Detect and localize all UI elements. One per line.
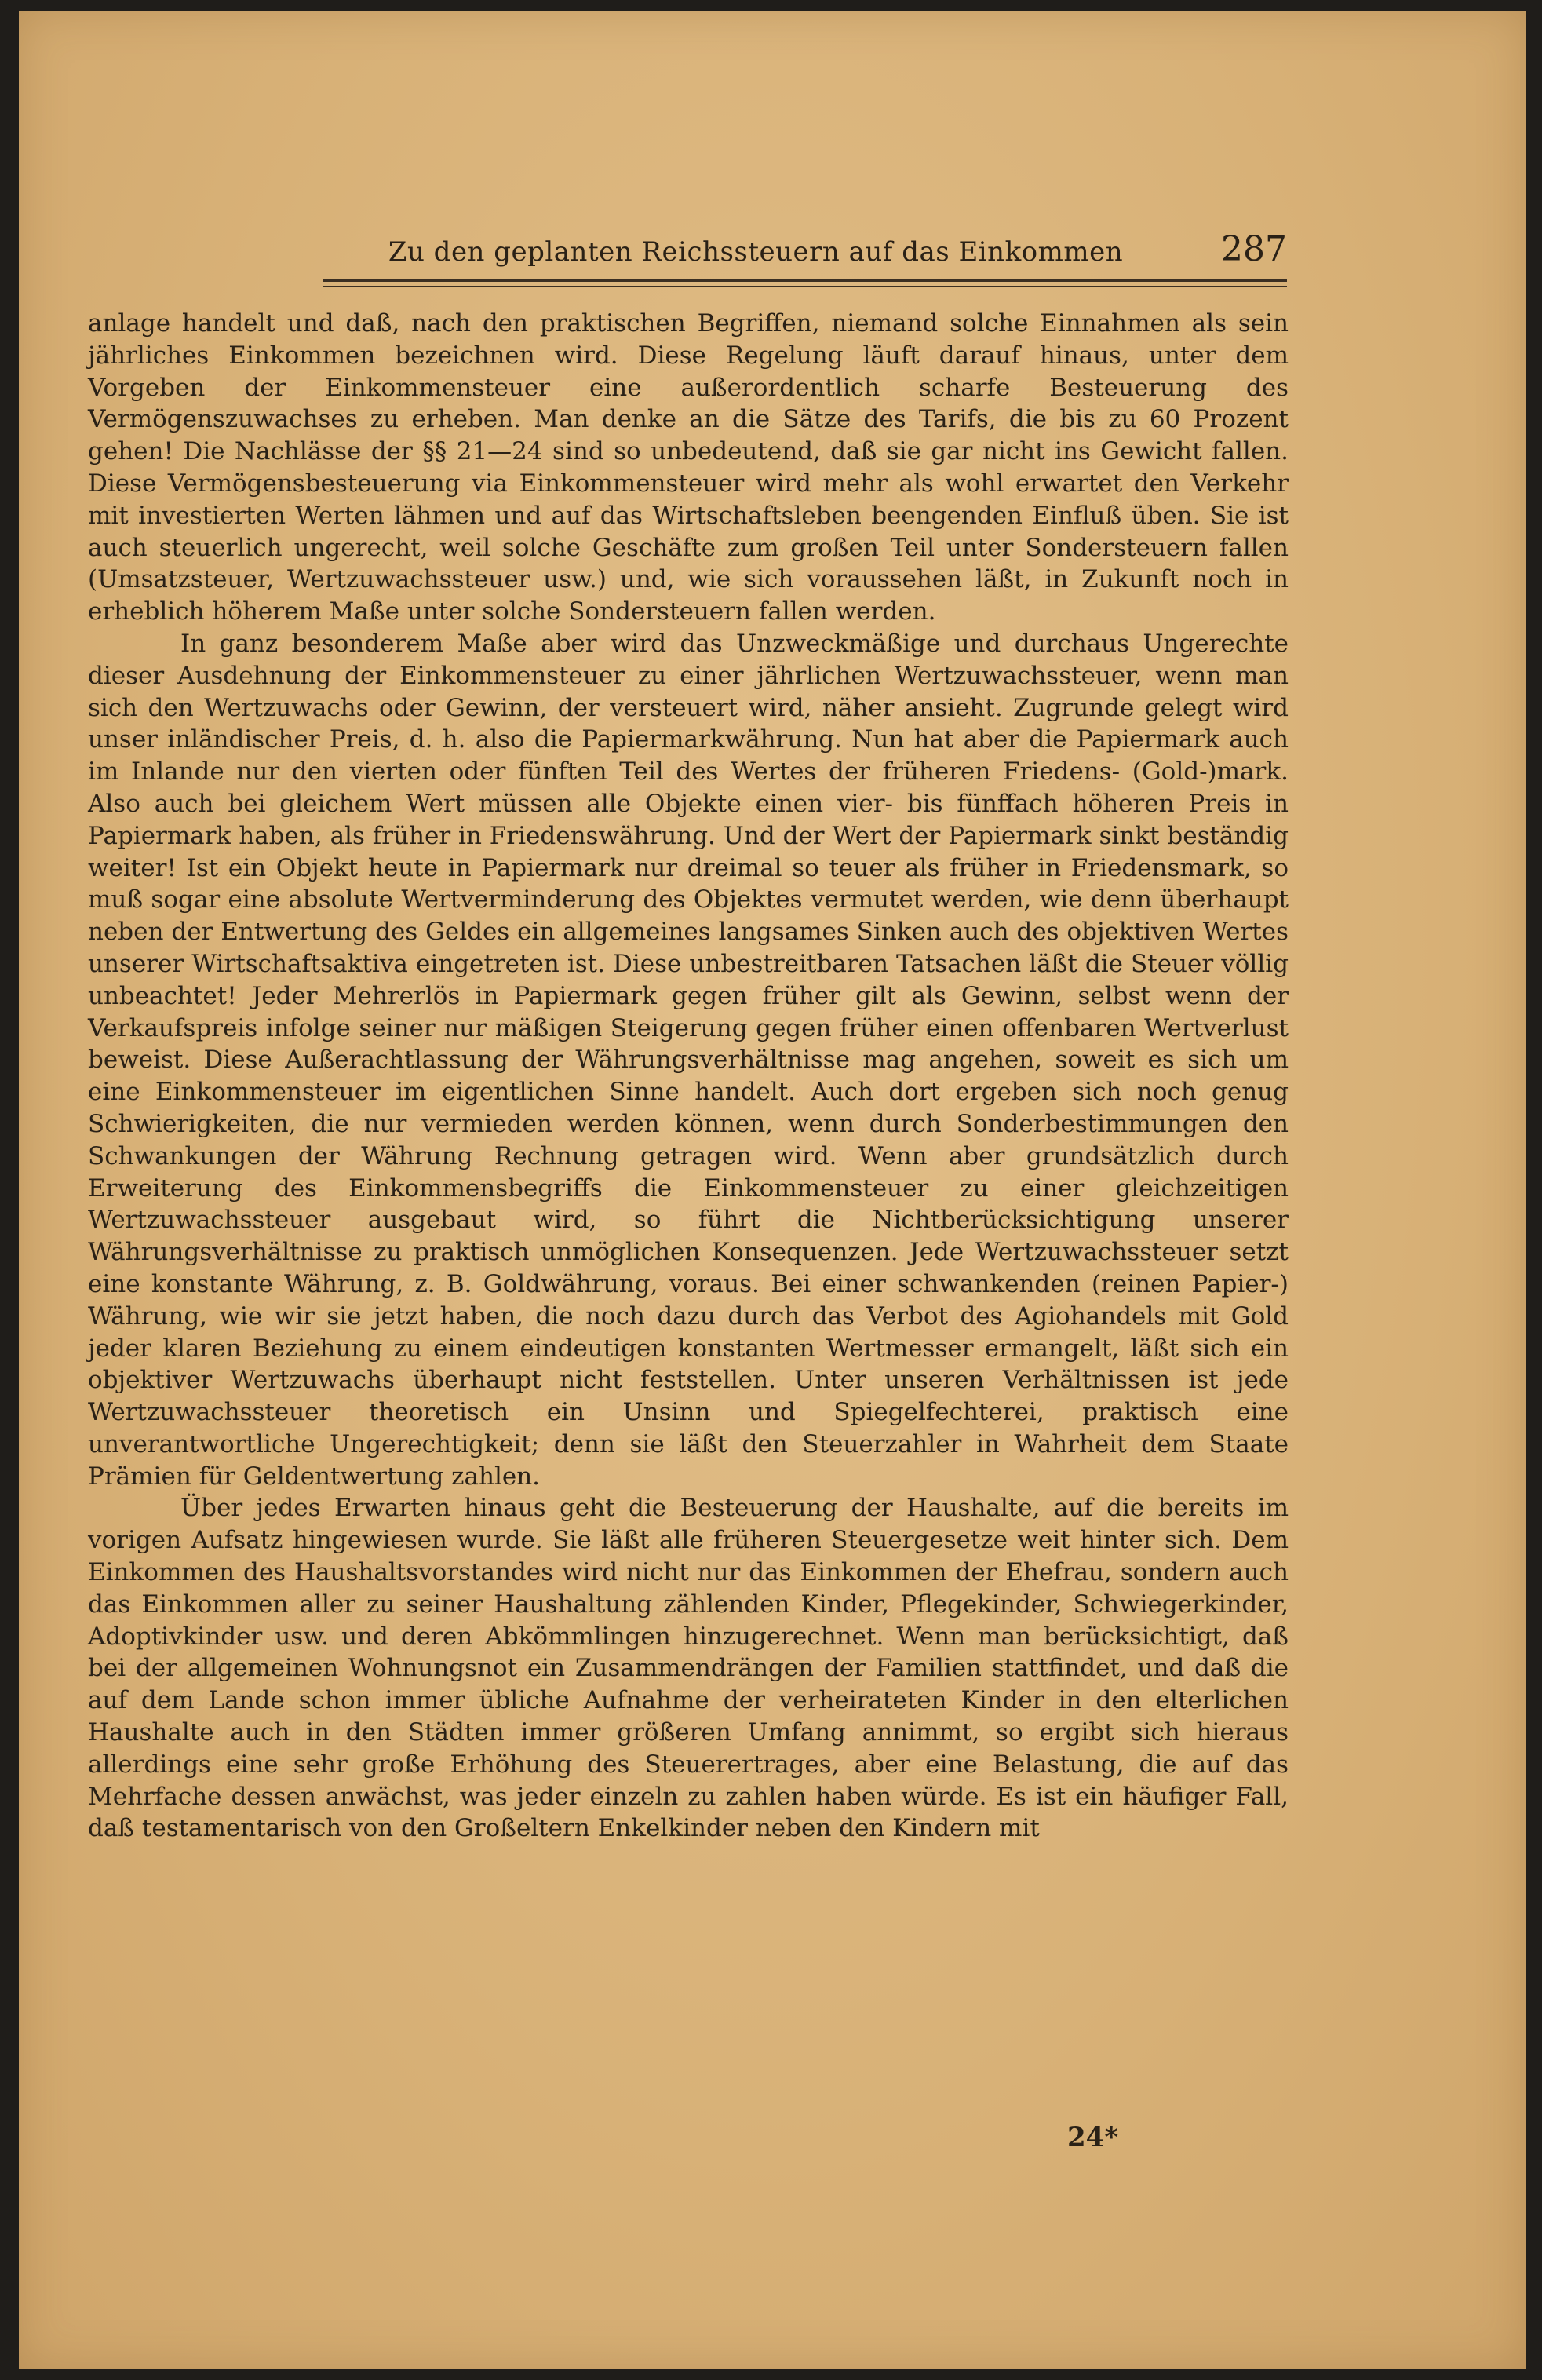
running-header [322, 229, 1287, 273]
body-text [88, 308, 1289, 1845]
running-title: Zu den geplanten Reichssteuern auf das Einkommen [388, 236, 1124, 268]
paragraph-1: anlage handelt und daß, nach den praktischen Begriffen, niemand solche Einnahmen als sein jährliches Einkommen bezeichnen wird. Diese Regelung läuft darauf hinaus, unter dem Vorgeben der Einkommensteuer eine außerordentlich scharfe Besteuerung des Vermögenszuwachses zu erheben. Man denke an die Sätze des Tarifs, die bis zu 60 Prozent gehen! Die Nachlässe der §§ 21—24 sind so unbedeutend, daß sie gar nicht ins Gewicht fallen. Diese Vermögensbesteuerung via Einkommensteuer wird mehr als wohl erwartet den Verkehr mit investierten Werten lähmen und auf das Wirtschaftsleben beengenden Einfluß üben. Sie ist auch steuerlich ungerecht, weil solche Geschäfte zum großen Teil unter Sondersteuern fallen (Umsatzsteuer, Wertzuwachssteuer usw.) und, wie sich voraussehen läßt, in Zukunft noch in erheblich höherem Maße unter solche Sondersteuern fallen werden. [88, 309, 1289, 626]
paragraph-2: In ganz besonderem Maße aber wird das Unzweckmäßige und durchaus Ungerechte dieser Ausdehnung der Einkommensteuer zu einer jährlichen Wertzuwachssteuer, wenn man sich den Wertzuwachs oder Gewinn, der versteuert wird, näher ansieht. Zugrunde gelegt wird unser inländischer Preis, d. h. also die Papiermarkwährung. Nun hat aber die Papiermark auch im Inlande nur den vierten oder fünften Teil des Wertes der früheren Friedens- (Gold-)mark. Also auch bei gleichem Wert müssen alle Objekte einen vier- bis fünffach höheren Preis in Papiermark haben, als früher in Friedenswährung. Und der Wert der Papiermark sinkt beständig weiter! Ist ein Objekt heute in Papiermark nur dreimal so teuer als früher in Friedensmark, so muß sogar eine absolute Wertverminderung des Objektes vermutet werden, wie denn überhaupt neben der Entwertung des Geldes ein allgemeines langsames Sinken auch des objektiven Wertes unserer Wirtschaftsaktiva eingetreten ist. Diese unbestreitbaren Tatsachen läßt die Steuer völlig unbeachtet! Jeder Mehrerlös in Papiermark gegen früher gilt als Gewinn, selbst wenn der Verkaufspreis infolge seiner nur mäßigen Steigerung gegen früher einen offenbaren Wertverlust beweist. Diese Außerachtlassung der Währungsverhältnisse mag angehen, soweit es sich um eine Einkommensteuer im eigentlichen Sinne handelt. Auch dort ergeben sich noch genug Schwierigkeiten, die nur vermieden werden können, wenn durch Sonderbestimmungen den Schwankungen der Währung Rechnung getragen wird. Wenn aber grundsätzlich durch Erweiterung des Einkommensbegriffs die Einkommensteuer zu einer gleichzeitigen Wertzuwachssteuer ausgebaut wird, so führt die Nichtberücksichtigung unserer Währungsverhältnisse zu praktisch unmöglichen Konsequenzen. Jede Wertzuwachssteuer setzt eine konstante Währung, z. B. Goldwährung, voraus. Bei einer schwankenden (reinen Papier-) Währung, wie wir sie jetzt haben, die noch dazu durch das Verbot des Agiohandels mit Gold jeder klaren Beziehung zu einem eindeutigen konstanten Wertmesser ermangelt, läßt sich ein objektiver Wertzuwachs überhaupt nicht feststellen. Unter unseren Verhältnissen ist jede Wertzuwachssteuer theoretisch ein Unsinn und Spiegelfechterei, praktisch eine unverantwortliche Ungerechtigkeit; denn sie läßt den Steuerzahler in Wahrheit dem Staate Prämien für Geldentwertung zahlen. [88, 629, 1289, 1491]
header-rule-thick [323, 279, 1287, 282]
paragraph-3: Über jedes Erwarten hinaus geht die Besteuerung der Haushalte, auf die bereits im vorigen Aufsatz hingewiesen wurde. Sie läßt alle früheren Steuergesetze weit hinter sich. Dem Einkommen des Haushaltsvorstandes wird nicht nur das Einkommen der Ehefrau, sondern auch das Einkommen aller zu seiner Haushaltung zählenden Kinder, Pflegekinder, Schwiegerkinder, Adoptivkinder usw. und deren Abkömmlingen hinzugerechnet. Wenn man berücksichtigt, daß bei der allgemeinen Wohnungsnot ein Zusammendrängen der Familien stattfindet, und daß die auf dem Lande schon immer übliche Aufnahme der verheirateten Kinder in den elterlichen Haushalte auch in den Städten immer größeren Umfang annimmt, so ergibt sich hieraus allerdings eine sehr große Erhöhung des Steuerertrages, aber eine Belastung, die auf das Mehrfache dessen anwächst, was jeder einzeln zu zahlen haben würde. Es ist ein häufiger Fall, daß testamentarisch von den Großeltern Enkelkinder neben den Kindern mit [88, 1494, 1289, 1843]
signature-mark: 24* [1067, 2122, 1119, 2153]
header-rule-thin [323, 286, 1287, 287]
page-number: 287 [1221, 229, 1287, 269]
